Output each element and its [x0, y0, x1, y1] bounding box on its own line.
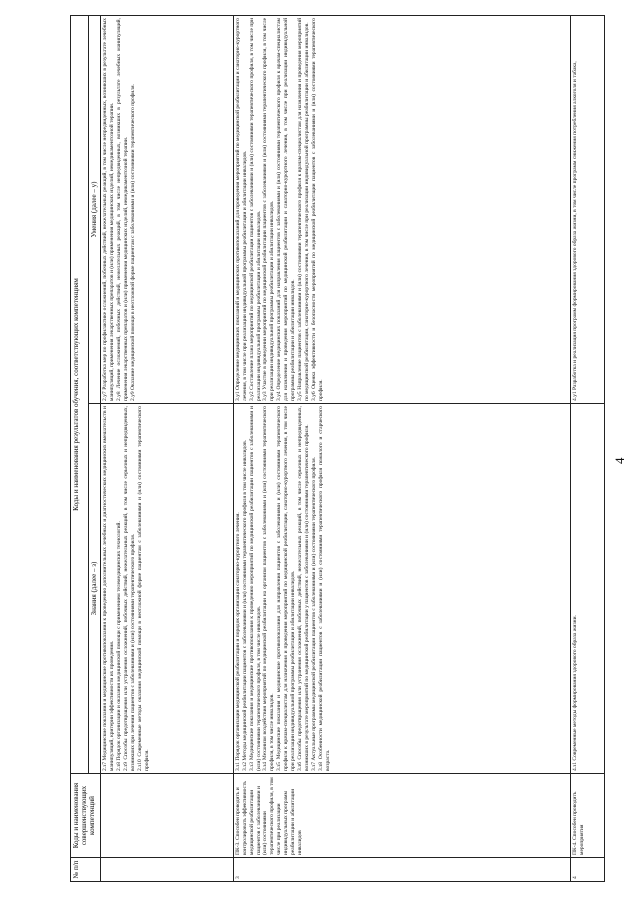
knowledge-item: 2.з9 Способы предотвращения или устранения осложнений, побочных действий, нежелательных реакций, в том числе серьезных и непредвиденных, возникших при лечении пациентов с заболеваниями и (или) состояниями терапевтического профиля.: [122, 406, 136, 771]
header-competency: Коды и наименования совершенствующих компетенций: [71, 774, 101, 858]
row-number: 3: [233, 858, 571, 882]
knowledge-item: 3.з5 Медицинские показания и медицинские противопоказания для направления пациентов с заболеваниями и (или) состояниями терапевтического профиля к врачам-специалистам для назначения и проведения мероприятий по медицинской реабилитации, санаторно-курортного лечения, в том числе при реализации индивидуальной программы реабилитации и абилитации инвалидов.: [276, 406, 297, 771]
skill-item: 3.у5 Направление пациентов с заболеваниями и (или) состояниями терапевтического профиля к врачам-специалистам для назначения и проведения мероприятий по медицинской реабилитации, санаторно-курортного лечения, в том числе при реализации индивидуальной программы реабилитации и абилитации инвалидов.: [297, 17, 310, 401]
knowledge-item: 3.з6 Способы предотвращения или устранения осложнений, побочных действий, нежелательных реакций, в том числе серьезных и непредвиденных, возникших в результате мероприятий по медицинской реабилитации у пациентов с заболеваниями и (или) состояниями терапевтического профиля.: [297, 406, 310, 771]
knowledge-item: 3.з7 Актуальные программы медицинской реабилитации пациентов с заболеваниями и (или) состояниями терапевтического профиля.: [310, 456, 317, 771]
skill-item: 3.у3 Участие в проведении мероприятий по медицинской реабилитации пациентов с заболеваниями и (или) состояниями терапевтического профиля, в том числе при реализации индивидуальной программы реабилитации и абилитации инвалидов.: [262, 17, 276, 401]
competencies-table: [70, 15, 605, 882]
knowledge-item: 3.з4 Механизм воздействия мероприятий по медицинской реабилитации на организм пациентов с заболеваниями и (или) состояниями терапевтического профиля, в том числе инвалидов.: [262, 406, 276, 771]
skill-item: 3.у4 Определение медицинских показаний для направления пациентов с заболеваниями и (или) состояниями терапевтического профиля к врачам-специалистам для назначения и проведения мероприятий по медицинской реабилитации и санаторно-курортного лечения, в том числе при реализации индивидуальной программы реабилитации и абилитации инвалидов.: [276, 17, 297, 401]
competency-cell: ПК-4. Способен проводить мероприятия: [571, 774, 605, 858]
skills-cell: [101, 15, 234, 403]
header-num: № п/п: [71, 858, 101, 882]
row-number: [101, 858, 234, 882]
row-number: 4: [571, 858, 605, 882]
skill-item: 2.у7 Разработка мер по профилактике осложнений, побочных действий, нежелательных реакций, в том числе непредвиденных, возникших в результате лечебных манипуляций, применения лекарственных препаратов и (или) применения медицинских изделий, немедикаментозной терапии.: [102, 17, 115, 401]
skills-cell: [571, 15, 605, 403]
competency-cell: ПК-3. Способен проводить и контролировать эффективность медицинской реабилитации пациентов с заболеваниями и (или) состояниями терапевтического профиля, в том числе при реализации индивидуальных программ реабилитации и абилитации инвалидов: [233, 774, 571, 858]
table-row: [571, 15, 605, 881]
knowledge-item: 2.з8 Порядок организации и оказания медицинской помощи с применением телемедицинских технологий.: [115, 521, 122, 771]
header-results: Коды и наименования результатов обучения, соответствующих компетенциям: [71, 15, 89, 773]
knowledge-item: 2.з10 Современные методы оказания медицинской помощи в неотложной форме пациентам с заболеваниями и (или) состояниями терапевтического профиля.: [136, 406, 150, 771]
knowledge-item: 2.з7 Медицинские показания и медицинские противопоказания к проведению дополнительных лечебных и диагностических медицинских вмешательств и манипуляций, критерии эффективности их проведения.: [102, 406, 115, 771]
header-knowledge: Знания (далее – з): [89, 404, 101, 774]
table-row: [101, 15, 234, 881]
header-skills: Умения (далее – у): [89, 15, 101, 403]
skill-item: 2.у8 Лечение осложнений, побочных действий, нежелательных реакций, в том числе непредвиденных, возникших в результате лечебных манипуляций, применения лекарственных препаратов и (или) применения медицинских изделий, немедикаментозной терапии.: [115, 17, 129, 401]
knowledge-item: 3.з2 Методы медицинской реабилитации пациентов с заболеваниями и (или) состояниями терапевтического профиля в том числе инвалидов.: [241, 439, 248, 771]
knowledge-item: 3.з3 Медицинские показания и медицинские противопоказания к проведению мероприятий по медицинской реабилитации пациентов с заболеваниями и (или) состояниями терапевтического профиля, в том числе инвалидов.: [248, 406, 262, 771]
knowledge-item: 4.з1 Современные методы формирования здорового образа жизни.: [572, 615, 579, 771]
knowledge-cell: [571, 404, 605, 774]
skill-item: 4.у1 Разработка и реализация программ формирования здорового образа жизни, в том числе программ снижения потребления алкоголя и табака,: [572, 61, 579, 401]
page-number: 4: [612, 457, 627, 464]
skill-item: 3.у6 Оценка эффективности и безопасности мероприятий по медицинской реабилитации пациентов с заболеваниями и (или) состояниями терапевтического профиля.: [310, 17, 324, 401]
skill-item: 2.у9 Оказание медицинской помощи в неотложной форме пациентам с заболеваниями и (или) состояниями терапевтического профиля.: [129, 84, 136, 401]
skills-cell: [233, 15, 571, 403]
skill-item: 3.у2 Составление плана мероприятий по медицинской реабилитации пациентов с заболеваниями и (или) состояниями терапевтического профиля, в том числе при реализации индивидуальной программы реабилитации и абилитации инвалидов.: [248, 17, 262, 401]
knowledge-cell: [233, 404, 571, 774]
knowledge-item: 3.з8 Особенности медицинской реабилитации пациентов с заболеваниями и (или) состояниями терапевтического профиля пожилого и старческого возраста.: [317, 406, 331, 771]
skill-item: 3.у1 Определение медицинских показаний и медицинских противопоказаний для проведения мероприятий по медицинской реабилитации и санаторно-курортного лечения, в том числе при реализации индивидуальной программы реабилитации и абилитации инвалидов.: [234, 17, 248, 401]
table-row: [233, 15, 571, 881]
knowledge-cell: [101, 404, 234, 774]
knowledge-item: 3.з1 Порядок организации медицинской реабилитации и порядок организации санаторно-курортного лечения.: [234, 512, 241, 771]
competency-cell: [101, 774, 234, 858]
